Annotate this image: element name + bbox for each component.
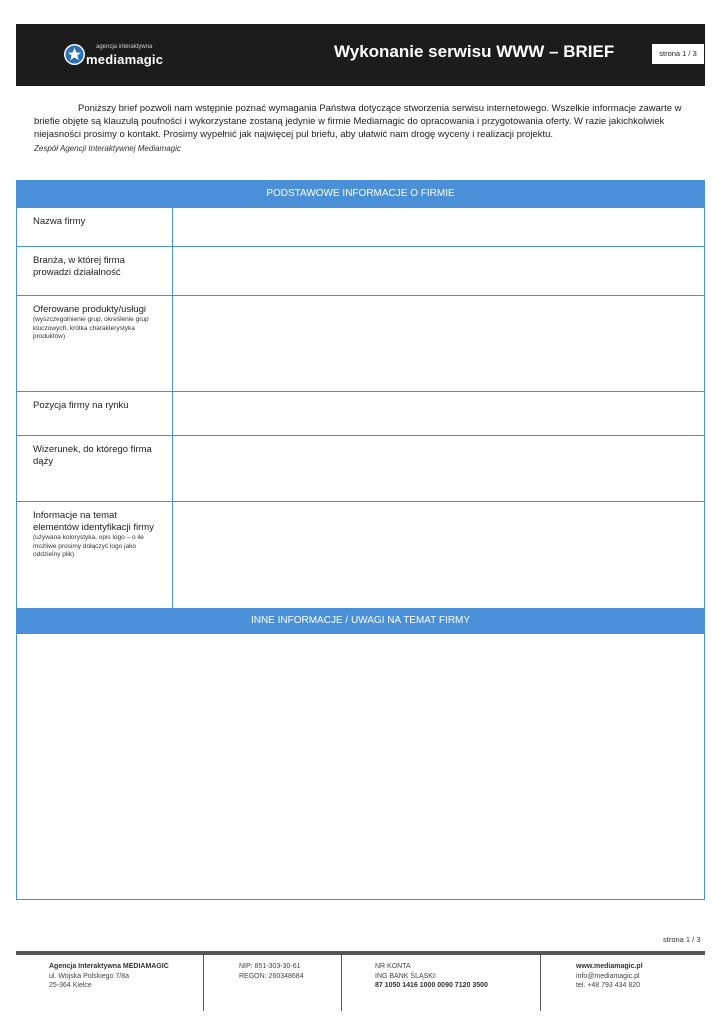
- logo-wordmark: mediamagic: [86, 52, 164, 67]
- company-name: Agencja Interaktywna MEDIAMAGIC: [49, 963, 169, 970]
- account-label: NR KONTA: [375, 963, 411, 970]
- label-main: Wizerunek, do którego firma dąży: [33, 444, 152, 467]
- signature: Zespół Agencji Interaktywnej Mediamagic: [34, 144, 181, 153]
- other-info-field[interactable]: [17, 635, 704, 899]
- market-position-field[interactable]: [173, 392, 704, 435]
- nip: NIP: 851-303-30-61: [239, 963, 301, 970]
- row-label: [17, 208, 173, 246]
- label-main: Pozycja firmy na rynku: [33, 400, 129, 411]
- form-row-industry: [17, 246, 704, 295]
- image-field[interactable]: [173, 436, 704, 501]
- footer-column-divider: [203, 955, 204, 1011]
- brief-form: [16, 180, 705, 900]
- form-row-identity: [17, 501, 704, 608]
- form-row-products: [17, 295, 704, 391]
- footer-tax-ids: [239, 962, 304, 981]
- company-street: ul. Wojska Polskiego 7/8a: [49, 972, 130, 980]
- label-main: Branża, w której firma prowadzi działalność: [33, 255, 125, 278]
- identity-field[interactable]: [173, 502, 704, 608]
- star-logo-icon: [64, 44, 85, 65]
- footer-contact: [576, 962, 643, 991]
- website-link[interactable]: www.mediamagic.pl: [576, 963, 643, 970]
- intro-paragraph: Poniższy brief pozwoli nam wstępnie poznać wymagania Państwa dotyczące stworzenia serwisu internetowego. Wszelkie informacje zawarte w briefie objęte są klauzulą poufności i wykorzystane zostaną jedynie w firmie Mediamagic do opracowania i przygotowania oferty. W razie jakichkolwiek niejasności prosimy o kontakt. Prosimy wypełnić jak najwięcej pul briefu, aby ułatwić nam drogę wyceny i realizacji projektu.: [34, 103, 682, 140]
- mediamagic-logo: [64, 42, 184, 72]
- products-field[interactable]: [173, 296, 704, 391]
- regon: REGON: 260348684: [239, 972, 304, 980]
- account-number: 87 1050 1416 1000 0090 7120 3500: [375, 982, 488, 989]
- email-link[interactable]: info@mediamagic.pl: [576, 972, 640, 980]
- row-label: [17, 247, 173, 295]
- company-name-field[interactable]: [173, 208, 704, 246]
- section-header-basic-info: PODSTAWOWE INFORMACJE O FIRMIE: [17, 181, 704, 207]
- label-main: Nazwa firmy: [33, 216, 86, 227]
- row-label: [17, 502, 173, 608]
- footer-page-number: strona 1 / 3: [663, 935, 701, 944]
- company-city: 25-364 Kielce: [49, 982, 92, 989]
- form-row-market-position: [17, 391, 704, 435]
- page-header: [16, 24, 705, 86]
- row-label: [17, 436, 173, 501]
- row-label: [17, 296, 173, 391]
- logo-tagline: agencja interaktywna: [96, 44, 153, 50]
- footer-divider-bar: [16, 951, 705, 955]
- form-row-company-name: [17, 207, 704, 246]
- row-label: [17, 392, 173, 435]
- phone-number: tel. +48 793 434 820: [576, 982, 641, 989]
- label-main: Informacje na temat elementów identyfikacji firmy: [33, 510, 154, 533]
- industry-field[interactable]: [173, 247, 704, 295]
- form-row-image: [17, 435, 704, 501]
- document-title: Wykonanie serwisu WWW – BRIEF: [334, 42, 615, 61]
- footer-company-address: [49, 962, 169, 991]
- footer-column-divider: [540, 955, 541, 1011]
- label-sub: (używana kolorystyka, opis logo – o ile możliwe prosimy dołączyć logo jako oddzielny plik): [33, 534, 144, 558]
- page-number-badge: strona 1 / 3: [652, 44, 704, 64]
- footer-column-divider: [341, 955, 342, 1011]
- label-main: Oferowane produkty/usługi: [33, 304, 147, 315]
- section-header-other-info: INNE INFORMACJE / UWAGI NA TEMAT FIRMY: [17, 608, 704, 634]
- footer-bank-account: [375, 962, 488, 991]
- bank-name: ING BANK ŚLĄSKI:: [375, 972, 437, 980]
- label-sub: (wyszczególnienie grup, określenie grup kluczowych, krótka charakterystyka produktów): [33, 316, 149, 340]
